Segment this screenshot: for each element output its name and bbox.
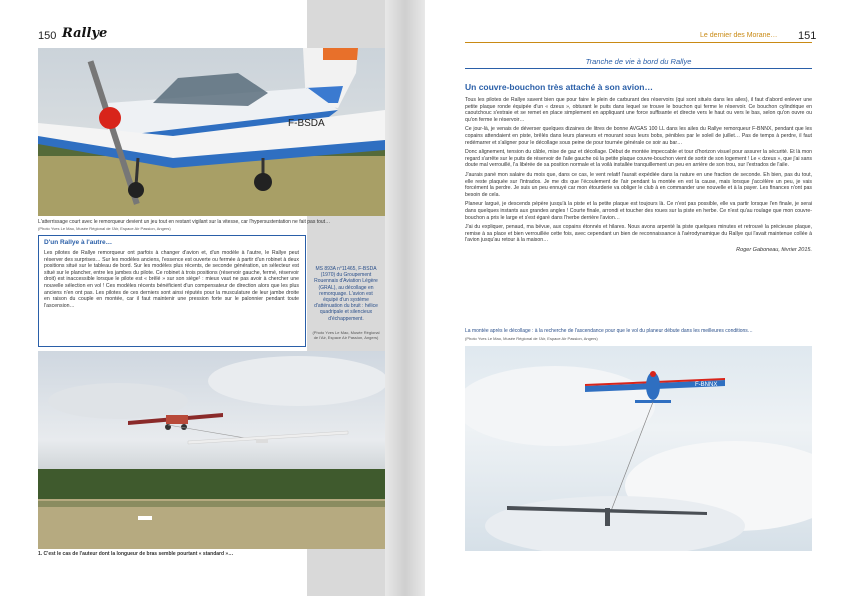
section-title: Tranche de vie à bord du Rallye (585, 57, 692, 66)
paragraph-1: Tous les pilotes de Rallye savent bien que pour faire le plein de carburant des réservoirs (qui sont situés dans les ailes), il faut d'abord enlever une petite plaque ronde équipée d'un « dzeus », obturant le puits dans lequel se trouve le bouchon qui ferme le réservoir. Ce bouchon cylindrique en caoutchouc s'extraie et se remet en place simplement en appliquant une force suffisante et directe vers le haut ou vers le bas, selon qu'on ouvre ou qu'on ferme le réservoir… (465, 97, 812, 123)
rallye-landing-illustration (38, 48, 385, 216)
article-body (465, 97, 812, 253)
takeoff-tow-illustration (38, 351, 385, 549)
photo-rallye-landing (38, 48, 385, 216)
section-rule (465, 68, 812, 69)
top-photo-credit: (Photo Yves Le Mao, Musée Régional de l'Air, Espace Air Passion, Angers) (38, 226, 171, 231)
svg-text:F-BNNX: F-BNNX (695, 382, 718, 388)
side-credit: (Photo Yves Le Mao, Musée Régional de l'Air, Espace Air Passion, Angers) (312, 330, 380, 340)
rallye-logo: Rallye (62, 26, 108, 41)
page-number-right: 151 (798, 30, 817, 42)
paragraph-5: Planeur largué, je descends pépère jusqu'à la piste et la petite plaque est toujours là. Ce n'est pas possible, elle va partir lorsque l'en finale, je serai dans quelques instants aux grandes angles ! Courte finale, arrondi et toucher des roues sur la piste en herbe. Ce n'est qu'au roulage que mon couvre-bouchon a pris le large et s'est égaré dans l'herbe derrière l'avion… (465, 201, 812, 221)
box-text: Les pilotes de Rallye remorqueur ont parfois à changer d'avion et, d'un modèle à l'autre, le Rallye peut réserver des surprises… Sur les modèles anciens, l'essence est ouverte ou fermée à partir d'un robinet à deux positions situé sur le tableau de bord. Sur les modèles plus récents, de seconde génération, un sélecteur est situé sur le plancher, entre les jambes du pilote. Ce robinet à trois positions (réservoir gauche, fermé, réservoir droit) est inaccessible lorsque le pilote est « brêlé » sur son siège¹ : mieux vaut ne pas avoir à chercher une nouvelle sélection en vol ! Ces modèles récents bénéficient d'un compensateur de direction alors que les plus anciens n'en ont pas. Les pilotes de ces derniers sont ainsi réputés pour la musculature de leur jambe droite en raison du couple en montée, car il faut maintenir une pression forte sur le palonnier pendant toute l'ascension… (44, 250, 299, 309)
side-caption (312, 266, 380, 322)
side-caption-text: MS 893A n°11465, F-BSDA (1970) du Groupement Rouennais d'Aviation Légère (GRAL), au décollage en remorquage. L'avion est équipé d'un système d'atténuation du bruit : hélice quadripale et silencieux d'échappement. (314, 266, 378, 322)
footnote: 1. C'est le cas de l'auteur dont la longueur de bras semble pourtant « standard »… (38, 551, 234, 557)
sidebar-box (38, 235, 306, 347)
header-rule (465, 42, 812, 43)
paragraph-4: J'aurais pané mon salaire du mois que, dans ce cas, le vent relatif l'aurait expédiée dans la nature en une fraction de seconde. Eh bien, pas du tout, elle reste plaquée sur l'intrados. Je me dis que l'écoulement de l'air pendant la montée en est la cause, mais lorsque j'accélère un peu, je vais forcément la perdre. Je suis un peu ennuyé car mon étourderie va obliger le club à en commander une nouvelle et à la payer. Les finances n'ont pas besoin de cela. (465, 171, 812, 198)
page-gutter (385, 0, 425, 596)
climb-tow-illustration (465, 346, 812, 551)
page-number-left: 150 (38, 30, 57, 42)
paragraph-3: Donc alignement, tension du câble, mise de gaz et décollage. Début de montée impeccable et tour d'horizon visuel pour assurer la sécurité. Et là mon regard s'arrête sur le puits de réservoir de l'aile gauche où la petite plaque couvre-bouchon vient de sortir de son logement ! Le « dzeus », que j'ai sans doute mal verrouillé, l'a libérée de sa position normale et la voilà installée tranquillement un peu en arrière de son trou, sur l'extrados de l'aile. (465, 149, 812, 169)
headline: Un couvre-bouchon très attaché à son avion… (465, 82, 653, 92)
paragraph-6: J'ai du expliquer, penaud, ma bévue, aux copains étonnés et hilares. Nous avons arpenté la piste quelques minutes et retrouvé la précieuse plaque, remise à sa place et bien verrouillée cette fois, avec cependant un bien de reconnaissance à l'aérodynamique du Rallye qui l'avait maintenue collée à l'avion jusqu'au retour à la maison… (465, 224, 812, 244)
paragraph-2: Ce jour-là, je venais de déverser quelques dizaines de litres de bonne AVGAS 100 LL dans les ailes du Rallye remorqueur F-BNNX, pendant que les copains attendaient en piste, brêlés dans leurs planeurs et mourant sous leurs bobs, pénibles par le soleil de juillet… Pas de temps à perdre, il faut redémarrer et s'aligner pour le décollage sous peine de pour tournée générale ce soir au bar… (465, 126, 812, 146)
bottom-photo-caption: La montée après le décollage : à la recherche de l'ascendance pour que le vol du planeur débute dans les meilleures conditions… (465, 328, 753, 334)
svg-text:F-BSDA: F-BSDA (288, 118, 325, 129)
box-title: D'un Rallye à l'autre… (44, 239, 113, 246)
running-head: Le dernier des Morane… (700, 32, 778, 39)
signature: Roger Gaboneau, février 2015. (736, 246, 812, 253)
photo-climb-tow (465, 346, 812, 551)
bottom-photo-credit: (Photo Yves Le Mao, Musée Régional de l'Air, Espace Air Passion, Angers) (465, 336, 598, 341)
photo-takeoff-tow (38, 351, 385, 549)
top-photo-caption: L'atterrissage court avec le remorqueur devient un jeu tout en restant vigilant sur la vitesse, car l'hypersustentation ne fait pas tout… (38, 219, 331, 225)
